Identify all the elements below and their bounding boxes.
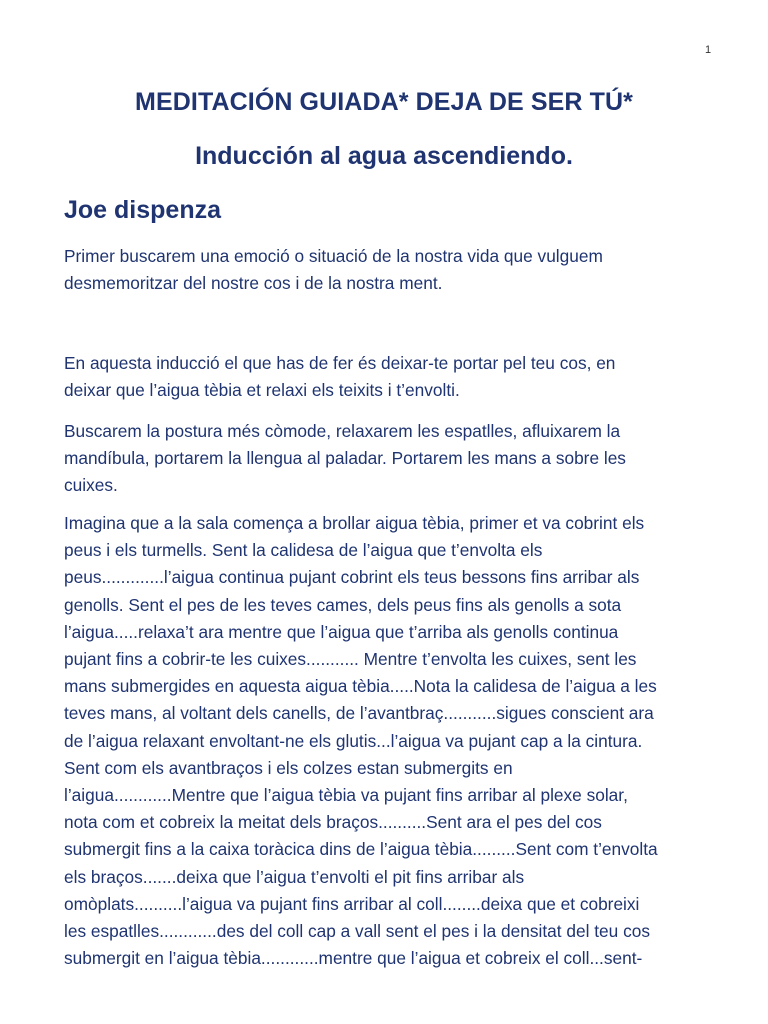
- text-line: En aquesta inducció el que has de fer és deixar-te portar pel teu cos, en: [64, 353, 616, 373]
- text-line: deixar que l’aigua tèbia et relaxi els teixits i t’envolti.: [64, 380, 460, 401]
- text-line: l’aigua............Mentre que l’aigua tèbia va pujant fins arribar al plexe solar,: [64, 785, 628, 806]
- document-subtitle: Inducción al agua ascendiendo.: [195, 142, 573, 170]
- text-line: les espatlles............des del coll cap a vall sent el pes i la densitat del teu cos: [64, 921, 650, 942]
- text-line: peus i els turmells. Sent la calidesa de l’aigua que t’envolta els: [64, 540, 543, 561]
- text-line: Imagina que a la sala comença a brollar aigua tèbia, primer et va cobrint els: [64, 513, 645, 533]
- document-title: MEDITACIÓN GUIADA* DEJA DE SER TÚ*: [135, 88, 633, 116]
- paragraph-induction: [64, 350, 714, 404]
- text-line: teves mans, al voltant dels canells, de l’avantbraç...........sigues conscient ara: [64, 703, 654, 724]
- text-line: l’aigua.....relaxa’t ara mentre que l’aigua que t’arriba als genolls continua: [64, 621, 619, 642]
- text-line: Buscarem la postura més còmode, relaxarem les espatlles, afluixarem la: [64, 421, 621, 441]
- text-line: cuixes.: [64, 475, 118, 496]
- text-line: genolls. Sent el pes de les teves cames, dels peus fins als genolls a sota: [64, 594, 622, 615]
- text-line: els braços.......deixa que l’aigua t’envolti el pit fins arribar als: [64, 866, 525, 887]
- author-name: Joe dispenza: [64, 196, 221, 224]
- text-line: de l’aigua relaxant envoltant-ne els glutis...l’aigua va pujant cap a la cintura.: [64, 730, 643, 751]
- page-number: 1: [705, 44, 712, 56]
- text-line: mandíbula, portarem la llengua al paladar. Portarem les mans a sobre les: [64, 448, 626, 469]
- paragraph-intro: [64, 243, 714, 297]
- text-line: peus.............l’aigua continua pujant cobrint els teus bessons fins arribar als: [64, 567, 640, 588]
- text-line: pujant fins a cobrir-te les cuixes........... Mentre t’envolta les cuixes, sent les: [64, 649, 637, 670]
- text-line: submergit en l’aigua tèbia............mentre que l’aigua et cobreix el coll...sent-: [64, 948, 643, 969]
- text-line: Primer buscarem una emoció o situació de la nostra vida que vulguem: [64, 246, 603, 266]
- text-line: desmemoritzar del nostre cos i de la nostra ment.: [64, 273, 443, 294]
- text-line: submergit fins a la caixa toràcica dins de l’aigua tèbia.........Sent com t’envolta: [64, 839, 658, 860]
- text-line: Sent com els avantbraços i els colzes estan submergits en: [64, 757, 513, 778]
- text-line: mans submergides en aquesta aigua tèbia.....Nota la calidesa de l’aigua a les: [64, 676, 657, 697]
- text-line: omòplats..........l’aigua va pujant fins arribar al coll........deixa que et cobreixi: [64, 893, 640, 914]
- paragraph-posture: [64, 418, 714, 500]
- text-line: nota com et cobreix la meitat dels braços..........Sent ara el pes del cos: [64, 812, 602, 833]
- paragraph-meditation: [64, 510, 714, 972]
